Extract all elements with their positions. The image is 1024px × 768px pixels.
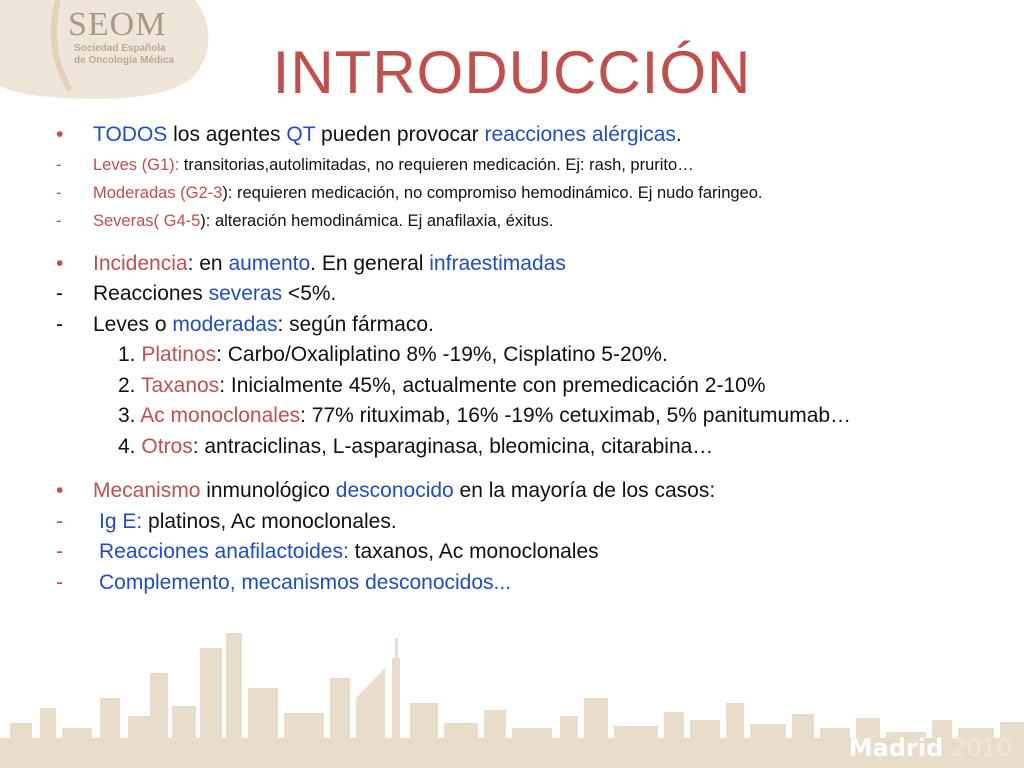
bullet-line	[56, 249, 996, 280]
bullet-text: Incidencia: en aumento. En general infraestimadas	[93, 251, 566, 275]
dash-line	[56, 179, 996, 207]
dash-marker: -	[56, 155, 62, 174]
logo-sub-line-2: de Oncología Médica	[74, 55, 175, 66]
numbered-item	[56, 371, 996, 402]
numbered-item-text: 3. Ac monoclonales: 77% rituximab, 16% -19% cetuximab, 5% panitumumab…	[118, 404, 852, 427]
bullet-marker: •	[56, 479, 64, 502]
dash-line	[56, 310, 996, 341]
dash-line	[56, 507, 996, 538]
dash-text: Complemento, mecanismos desconocidos...	[99, 570, 512, 594]
numbered-item	[56, 340, 996, 371]
dash-text: Reacciones anafilactoides: taxanos, Ac monoclonales	[99, 540, 599, 563]
bullet-line	[56, 476, 996, 507]
numbered-item	[56, 432, 996, 463]
dash-text: Leves (G1): transitorias,autolimitadas, no requieren medicación. Ej: rash, prurito…	[93, 155, 694, 174]
bullet-text: TODOS los agentes QT pueden provocar reacciones alérgicas.	[93, 123, 682, 146]
dash-line	[56, 568, 996, 599]
bullet-text: Mecanismo inmunológico desconocido en la mayoría de los casos:	[93, 479, 716, 502]
page-title: INTRODUCCIÓN	[272, 39, 752, 106]
logo-title: SEOM	[68, 6, 167, 43]
dash-text: Severas( G4-5): alteración hemodinámica. Ej anafilaxia, éxitus.	[93, 211, 554, 230]
dash-marker: -	[56, 312, 63, 336]
dash-marker: -	[56, 570, 63, 594]
dash-marker: -	[56, 540, 63, 563]
dash-marker: -	[56, 211, 62, 230]
dash-line	[56, 537, 996, 568]
dash-text: Ig E: platinos, Ac monoclonales.	[99, 509, 397, 533]
footer-brand	[849, 734, 1012, 762]
numbered-item-text: 1. Platinos: Carbo/Oxaliplatino 8% -19%, Cisplatino 5-20%.	[118, 343, 668, 366]
dash-marker: -	[56, 183, 62, 202]
footer-city: Madrid	[848, 734, 944, 762]
dash-line	[56, 207, 996, 235]
dash-text: Reacciones severas <5%.	[93, 282, 337, 305]
bullet-line	[56, 120, 996, 151]
dash-marker: -	[56, 282, 63, 305]
numbered-item	[56, 401, 996, 432]
dash-marker: -	[56, 509, 63, 533]
numbered-item-text: 4. Otros: antraciclinas, L-asparaginasa, bleomicina, citarabina…	[118, 434, 714, 458]
slide-body	[56, 120, 996, 598]
bullet-marker: •	[56, 251, 64, 275]
logo-sub-line-1: Sociedad Española	[74, 43, 166, 54]
dash-line	[56, 151, 996, 179]
dash-text: Leves o moderadas: según fármaco.	[93, 312, 434, 336]
bullet-marker: •	[56, 123, 64, 146]
footer-year: 2010	[943, 734, 1012, 762]
dash-text: Moderadas (G2-3): requieren medicación, no compromiso hemodinámico. Ej nudo faringeo.	[93, 183, 763, 202]
dash-line	[56, 279, 996, 310]
numbered-item-text: 2. Taxanos: Inicialmente 45%, actualmente con premedicación 2-10%	[118, 373, 766, 397]
